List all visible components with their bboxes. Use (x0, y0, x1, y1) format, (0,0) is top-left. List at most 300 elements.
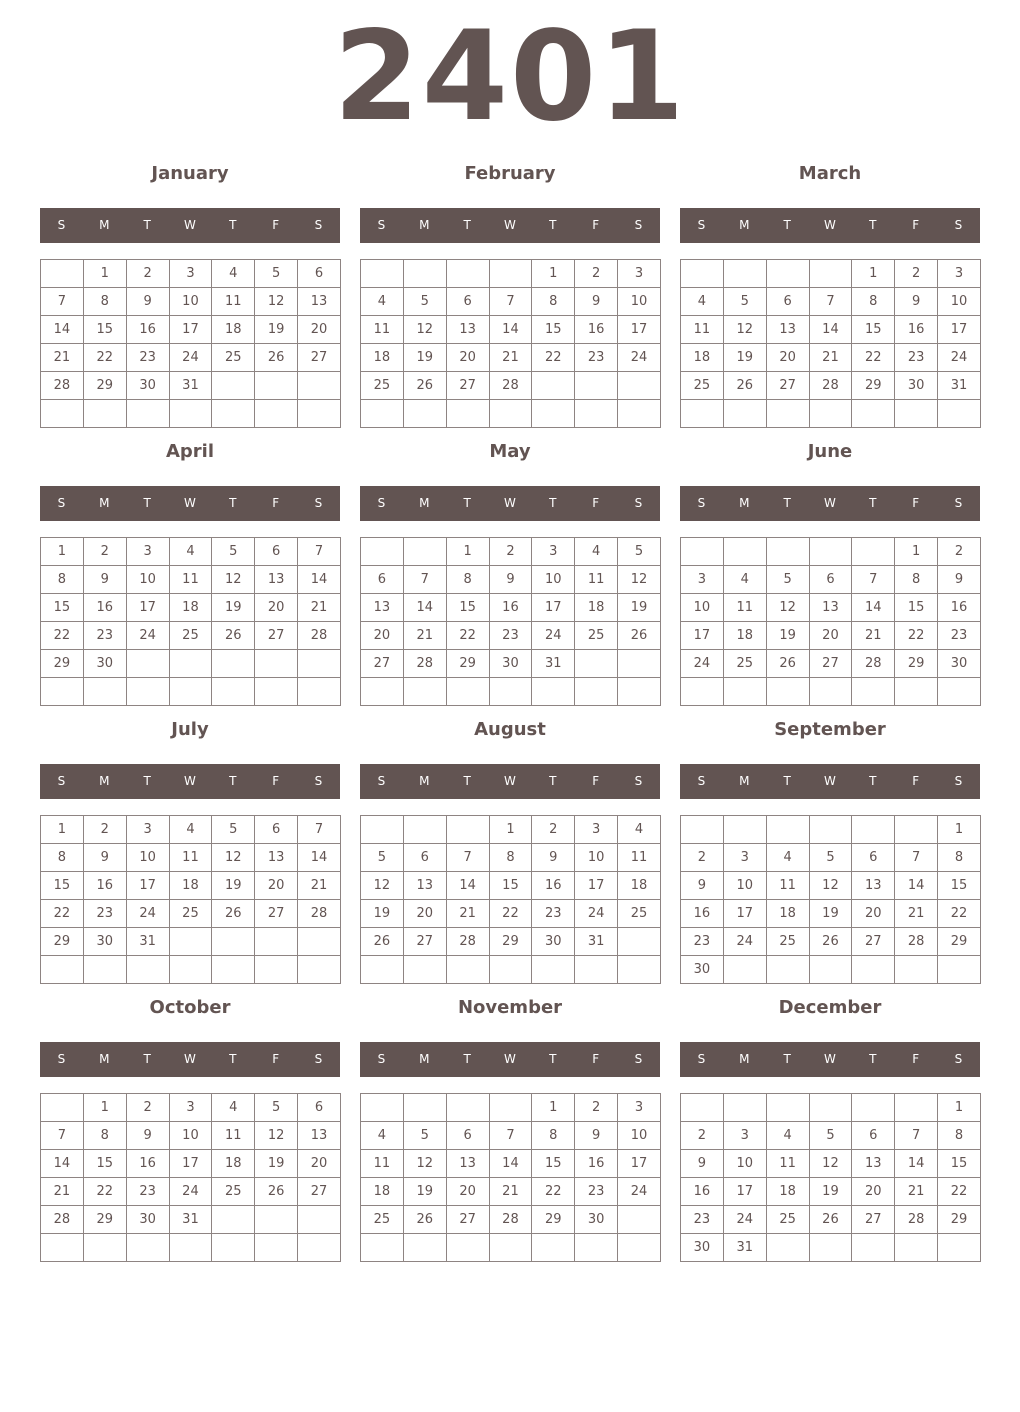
day-grid (40, 537, 341, 706)
day-cell: 19 (618, 594, 661, 622)
day-cell: 29 (41, 928, 84, 956)
empty-day-cell (41, 678, 84, 706)
day-cell: 9 (83, 566, 126, 594)
day-cell: 4 (169, 816, 212, 844)
weekday-label: T (869, 774, 877, 788)
day-cell: 11 (575, 566, 618, 594)
day-cell: 11 (361, 316, 404, 344)
weekday-label: T (869, 496, 877, 510)
week-row (41, 566, 341, 594)
weekday-label: S (634, 496, 643, 510)
day-cell: 9 (681, 1150, 724, 1178)
day-cell: 22 (83, 1178, 126, 1206)
day-grid (360, 259, 661, 428)
empty-day-cell (83, 956, 126, 984)
weekday-label: M (419, 496, 430, 510)
empty-day-cell (83, 400, 126, 428)
weekday-label: W (824, 218, 836, 232)
day-cell: 30 (489, 650, 532, 678)
empty-day-cell (489, 678, 532, 706)
weekday-label: S (634, 218, 643, 232)
day-cell: 25 (212, 1178, 255, 1206)
empty-day-cell (723, 400, 766, 428)
day-cell: 18 (169, 872, 212, 900)
weekday-label: T (463, 218, 471, 232)
day-cell: 25 (618, 900, 661, 928)
weekday-label: F (592, 218, 600, 232)
day-cell: 7 (852, 566, 895, 594)
week-row (41, 956, 341, 984)
week-row (361, 594, 661, 622)
empty-day-cell (298, 650, 341, 678)
day-cell: 26 (403, 372, 446, 400)
day-cell: 4 (575, 538, 618, 566)
empty-day-cell (618, 400, 661, 428)
day-cell: 20 (446, 344, 489, 372)
day-cell: 4 (681, 288, 724, 316)
week-row (41, 1234, 341, 1262)
day-cell: 23 (938, 622, 981, 650)
day-cell: 30 (681, 956, 724, 984)
week-row (681, 1122, 981, 1150)
empty-day-cell (532, 678, 575, 706)
weekday-label: S (314, 496, 323, 510)
year-title: 2401 (333, 5, 687, 149)
day-cell: 4 (723, 566, 766, 594)
weekday-label: S (954, 218, 963, 232)
day-cell: 25 (169, 622, 212, 650)
day-cell: 12 (403, 316, 446, 344)
day-cell: 19 (255, 316, 298, 344)
day-cell: 5 (723, 288, 766, 316)
day-cell: 11 (723, 594, 766, 622)
empty-day-cell (681, 538, 724, 566)
day-cell: 2 (83, 816, 126, 844)
day-cell: 4 (169, 538, 212, 566)
day-cell: 10 (532, 566, 575, 594)
day-cell: 3 (723, 1122, 766, 1150)
day-cell: 6 (852, 1122, 895, 1150)
day-cell: 8 (489, 844, 532, 872)
day-cell: 3 (723, 844, 766, 872)
day-cell: 15 (489, 872, 532, 900)
empty-day-cell (255, 400, 298, 428)
day-cell: 20 (852, 900, 895, 928)
week-row (681, 288, 981, 316)
day-cell: 12 (723, 316, 766, 344)
week-row (41, 928, 341, 956)
empty-day-cell (809, 816, 852, 844)
weekday-label: S (57, 218, 66, 232)
day-cell: 30 (575, 1206, 618, 1234)
weekday-label: W (184, 774, 196, 788)
empty-day-cell (41, 400, 84, 428)
empty-day-cell (852, 538, 895, 566)
day-cell: 31 (723, 1234, 766, 1262)
day-cell: 12 (766, 594, 809, 622)
day-cell: 6 (446, 1122, 489, 1150)
week-row (41, 316, 341, 344)
week-row (41, 900, 341, 928)
week-row (41, 372, 341, 400)
day-cell: 3 (126, 816, 169, 844)
day-cell: 3 (126, 538, 169, 566)
day-cell: 18 (575, 594, 618, 622)
day-cell: 5 (403, 1122, 446, 1150)
day-cell: 12 (212, 566, 255, 594)
weekday-label: S (954, 496, 963, 510)
week-row (41, 1122, 341, 1150)
day-cell: 28 (852, 650, 895, 678)
empty-day-cell (895, 956, 938, 984)
day-grid (360, 815, 661, 984)
day-cell: 19 (403, 344, 446, 372)
week-row (681, 1150, 981, 1178)
empty-day-cell (403, 1234, 446, 1262)
day-cell: 24 (938, 344, 981, 372)
weekday-label: T (229, 1052, 237, 1066)
day-cell: 30 (83, 928, 126, 956)
day-cell: 28 (403, 650, 446, 678)
week-row (41, 1206, 341, 1234)
day-cell: 13 (403, 872, 446, 900)
day-cell: 23 (83, 622, 126, 650)
day-grid (360, 1093, 661, 1262)
week-row (681, 928, 981, 956)
day-cell: 12 (403, 1150, 446, 1178)
day-cell: 11 (766, 872, 809, 900)
empty-day-cell (618, 678, 661, 706)
month-name: September (774, 719, 886, 740)
day-cell: 3 (618, 260, 661, 288)
day-cell: 22 (489, 900, 532, 928)
day-cell: 24 (618, 1178, 661, 1206)
day-cell: 5 (212, 538, 255, 566)
day-cell: 29 (938, 1206, 981, 1234)
empty-day-cell (809, 956, 852, 984)
day-cell: 8 (41, 844, 84, 872)
day-cell: 1 (852, 260, 895, 288)
day-cell: 13 (361, 594, 404, 622)
empty-day-cell (41, 1094, 84, 1122)
day-cell: 10 (169, 288, 212, 316)
week-row (681, 400, 981, 428)
day-cell: 8 (41, 566, 84, 594)
empty-day-cell (895, 1234, 938, 1262)
day-cell: 8 (895, 566, 938, 594)
day-cell: 10 (126, 566, 169, 594)
day-cell: 28 (298, 900, 341, 928)
day-cell: 16 (575, 316, 618, 344)
day-cell: 14 (446, 872, 489, 900)
weekday-label: F (272, 1052, 280, 1066)
weekday-label: T (229, 774, 237, 788)
empty-day-cell (681, 678, 724, 706)
day-cell: 21 (809, 344, 852, 372)
day-cell: 11 (212, 1122, 255, 1150)
empty-day-cell (403, 956, 446, 984)
day-cell: 8 (83, 288, 126, 316)
empty-day-cell (298, 928, 341, 956)
day-grid (680, 815, 981, 984)
day-cell: 26 (212, 900, 255, 928)
empty-day-cell (403, 400, 446, 428)
day-cell: 19 (809, 1178, 852, 1206)
day-cell: 2 (938, 538, 981, 566)
weekday-label: T (143, 774, 151, 788)
empty-day-cell (575, 400, 618, 428)
day-cell: 15 (83, 316, 126, 344)
day-cell: 11 (618, 844, 661, 872)
day-cell: 6 (298, 1094, 341, 1122)
empty-day-cell (126, 650, 169, 678)
day-cell: 25 (212, 344, 255, 372)
day-cell: 20 (766, 344, 809, 372)
day-cell: 24 (618, 344, 661, 372)
weekday-label: F (912, 1052, 920, 1066)
day-cell: 22 (938, 900, 981, 928)
empty-day-cell (938, 678, 981, 706)
day-cell: 1 (938, 1094, 981, 1122)
weekday-label: W (504, 496, 516, 510)
day-cell: 10 (618, 1122, 661, 1150)
empty-day-cell (809, 1094, 852, 1122)
day-cell: 28 (895, 1206, 938, 1234)
day-cell: 15 (532, 1150, 575, 1178)
day-cell: 16 (126, 1150, 169, 1178)
empty-day-cell (361, 400, 404, 428)
day-cell: 5 (361, 844, 404, 872)
empty-day-cell (489, 400, 532, 428)
week-row (361, 1150, 661, 1178)
day-cell: 23 (532, 900, 575, 928)
day-cell: 13 (255, 566, 298, 594)
empty-day-cell (489, 1234, 532, 1262)
day-cell: 18 (766, 900, 809, 928)
day-cell: 21 (403, 622, 446, 650)
day-cell: 13 (809, 594, 852, 622)
empty-day-cell (618, 1206, 661, 1234)
day-cell: 24 (723, 1206, 766, 1234)
day-cell: 7 (446, 844, 489, 872)
day-cell: 7 (895, 1122, 938, 1150)
day-cell: 5 (212, 816, 255, 844)
day-cell: 7 (41, 1122, 84, 1150)
day-cell: 27 (766, 372, 809, 400)
weekday-label: T (783, 774, 791, 788)
empty-day-cell (126, 956, 169, 984)
weekday-label: M (99, 218, 110, 232)
week-row (41, 650, 341, 678)
day-grid (40, 1093, 341, 1262)
day-cell: 12 (361, 872, 404, 900)
day-grid (360, 537, 661, 706)
day-cell: 6 (403, 844, 446, 872)
day-cell: 13 (852, 1150, 895, 1178)
day-cell: 27 (446, 372, 489, 400)
day-cell: 14 (403, 594, 446, 622)
day-cell: 5 (809, 844, 852, 872)
month-name: January (151, 163, 229, 184)
day-cell: 21 (489, 344, 532, 372)
day-cell: 3 (169, 1094, 212, 1122)
week-row (41, 1178, 341, 1206)
week-row (681, 1206, 981, 1234)
week-row (681, 594, 981, 622)
day-cell: 13 (446, 1150, 489, 1178)
day-cell: 24 (169, 344, 212, 372)
day-cell: 26 (361, 928, 404, 956)
day-grid (40, 815, 341, 984)
day-cell: 9 (575, 288, 618, 316)
weekday-label: W (184, 1052, 196, 1066)
day-cell: 2 (489, 538, 532, 566)
day-cell: 17 (938, 316, 981, 344)
month-name: June (807, 441, 853, 462)
day-cell: 14 (489, 1150, 532, 1178)
day-cell: 12 (809, 1150, 852, 1178)
weekday-label: F (272, 218, 280, 232)
empty-day-cell (41, 260, 84, 288)
week-row (361, 1122, 661, 1150)
day-cell: 27 (298, 1178, 341, 1206)
weekday-label: M (739, 218, 750, 232)
day-cell: 20 (255, 594, 298, 622)
day-cell: 28 (446, 928, 489, 956)
empty-day-cell (938, 1234, 981, 1262)
week-row (681, 650, 981, 678)
day-cell: 8 (852, 288, 895, 316)
empty-day-cell (681, 260, 724, 288)
day-cell: 14 (41, 1150, 84, 1178)
empty-day-cell (766, 816, 809, 844)
empty-day-cell (489, 260, 532, 288)
day-cell: 10 (938, 288, 981, 316)
day-cell: 10 (126, 844, 169, 872)
day-cell: 8 (938, 844, 981, 872)
day-cell: 7 (298, 816, 341, 844)
empty-day-cell (298, 1234, 341, 1262)
weekday-label: S (377, 496, 386, 510)
empty-day-cell (809, 538, 852, 566)
week-row (41, 816, 341, 844)
day-cell: 31 (169, 1206, 212, 1234)
empty-day-cell (446, 1234, 489, 1262)
weekday-label: T (783, 218, 791, 232)
empty-day-cell (298, 400, 341, 428)
weekday-label: T (463, 496, 471, 510)
empty-day-cell (298, 678, 341, 706)
day-cell: 13 (298, 1122, 341, 1150)
day-cell: 18 (618, 872, 661, 900)
weekday-label: M (419, 1052, 430, 1066)
weekday-label: M (99, 1052, 110, 1066)
week-row (41, 594, 341, 622)
day-cell: 16 (83, 872, 126, 900)
weekday-label: W (504, 774, 516, 788)
day-cell: 14 (298, 844, 341, 872)
day-cell: 25 (681, 372, 724, 400)
day-cell: 9 (895, 288, 938, 316)
day-cell: 29 (83, 1206, 126, 1234)
day-cell: 12 (255, 1122, 298, 1150)
day-cell: 18 (766, 1178, 809, 1206)
empty-day-cell (126, 678, 169, 706)
empty-day-cell (298, 1206, 341, 1234)
empty-day-cell (489, 1094, 532, 1122)
day-cell: 26 (403, 1206, 446, 1234)
empty-day-cell (298, 956, 341, 984)
day-cell: 13 (766, 316, 809, 344)
day-cell: 16 (532, 872, 575, 900)
week-row (681, 622, 981, 650)
empty-day-cell (809, 678, 852, 706)
day-cell: 8 (83, 1122, 126, 1150)
weekday-label: S (57, 1052, 66, 1066)
day-cell: 4 (618, 816, 661, 844)
day-cell: 22 (83, 344, 126, 372)
empty-day-cell (809, 260, 852, 288)
weekday-label: W (824, 1052, 836, 1066)
day-cell: 27 (852, 928, 895, 956)
week-row (361, 816, 661, 844)
weekday-label: F (912, 218, 920, 232)
empty-day-cell (403, 678, 446, 706)
empty-day-cell (446, 400, 489, 428)
empty-day-cell (361, 1094, 404, 1122)
day-cell: 4 (212, 1094, 255, 1122)
week-row (361, 316, 661, 344)
empty-day-cell (403, 1094, 446, 1122)
empty-day-cell (255, 1234, 298, 1262)
day-cell: 11 (681, 316, 724, 344)
weekday-label: F (912, 496, 920, 510)
day-cell: 26 (723, 372, 766, 400)
day-cell: 17 (575, 872, 618, 900)
empty-day-cell (575, 1234, 618, 1262)
empty-day-cell (255, 1206, 298, 1234)
month-name: October (149, 997, 231, 1018)
day-cell: 16 (489, 594, 532, 622)
day-cell: 3 (575, 816, 618, 844)
empty-day-cell (255, 650, 298, 678)
day-cell: 14 (895, 1150, 938, 1178)
empty-day-cell (681, 400, 724, 428)
week-row (41, 260, 341, 288)
weekday-label: S (314, 218, 323, 232)
empty-day-cell (212, 372, 255, 400)
day-cell: 8 (532, 1122, 575, 1150)
day-cell: 30 (532, 928, 575, 956)
day-cell: 19 (212, 872, 255, 900)
empty-day-cell (618, 1234, 661, 1262)
day-cell: 18 (723, 622, 766, 650)
day-cell: 4 (361, 1122, 404, 1150)
day-cell: 10 (575, 844, 618, 872)
day-cell: 6 (446, 288, 489, 316)
day-cell: 5 (403, 288, 446, 316)
day-cell: 23 (83, 900, 126, 928)
day-cell: 29 (852, 372, 895, 400)
empty-day-cell (532, 400, 575, 428)
day-cell: 1 (532, 1094, 575, 1122)
day-cell: 19 (361, 900, 404, 928)
day-cell: 18 (212, 316, 255, 344)
day-cell: 13 (852, 872, 895, 900)
empty-day-cell (489, 956, 532, 984)
week-row (681, 538, 981, 566)
empty-day-cell (723, 678, 766, 706)
